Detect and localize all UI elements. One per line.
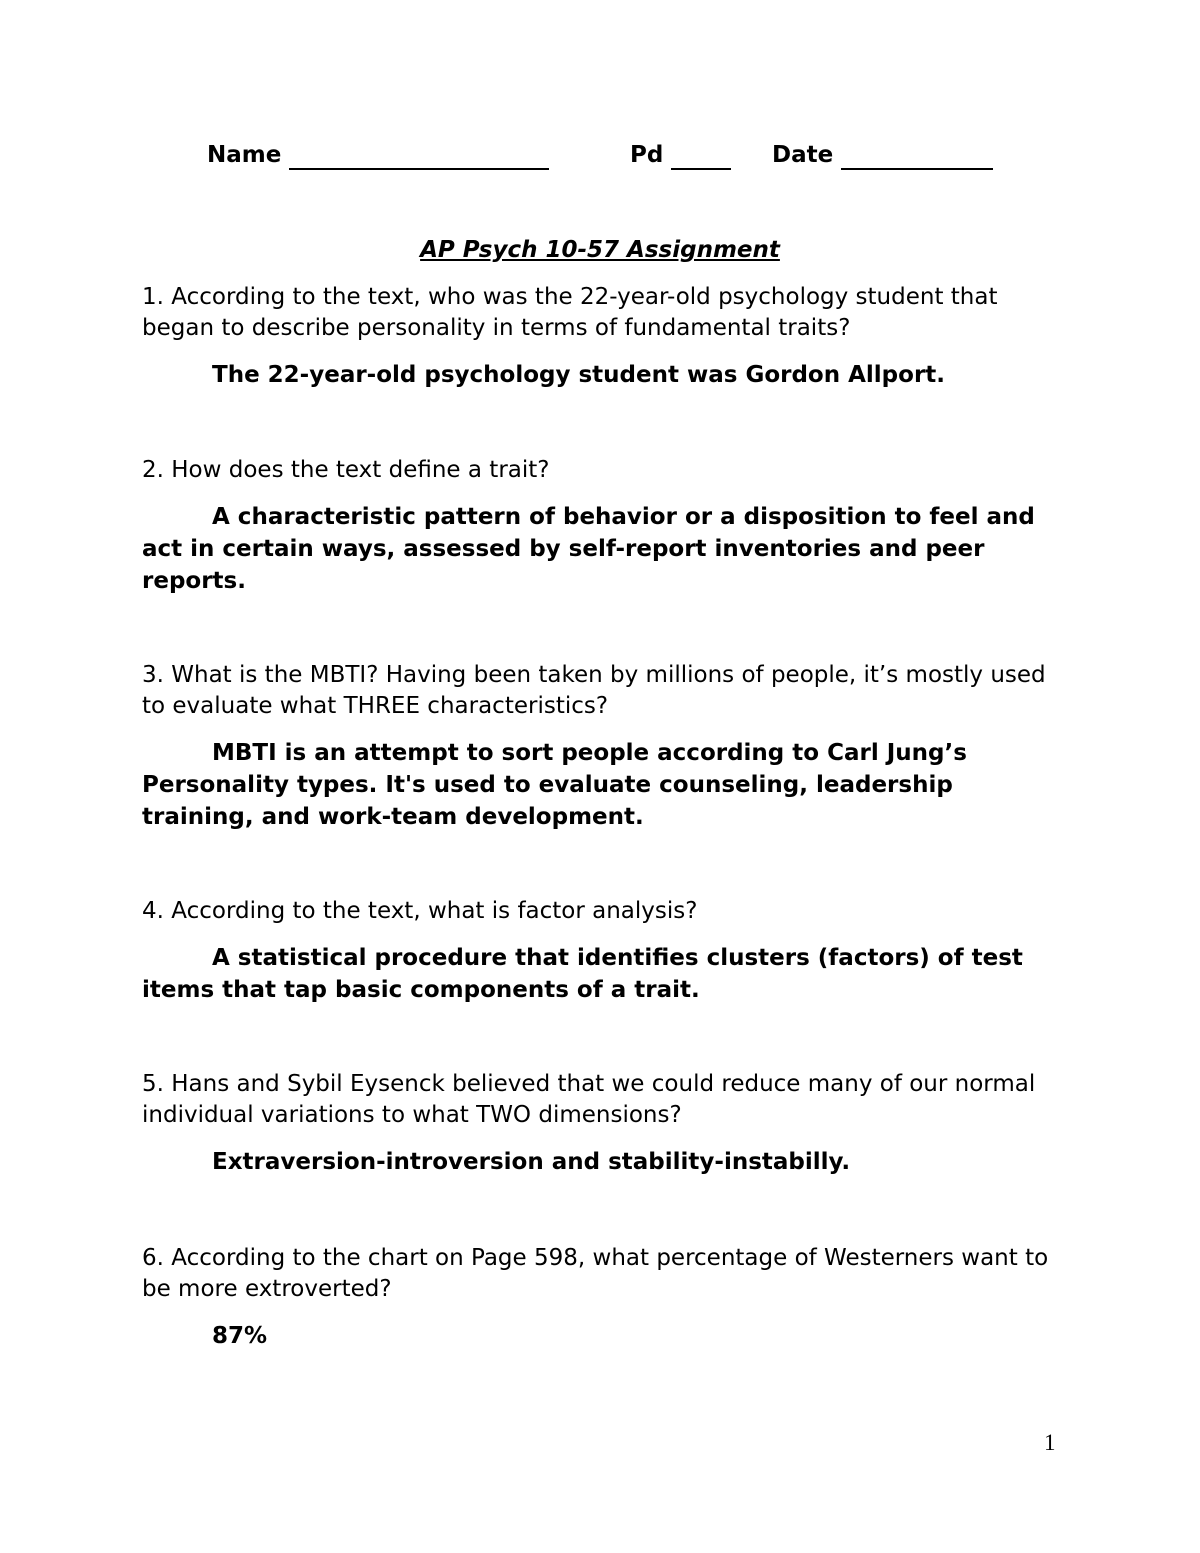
answer-6: 87% [212,1323,268,1349]
assignment-title: AP Psych 10-57 Assignment [420,237,780,263]
question-block-1 [142,282,1072,391]
question-2: 2. How does the text define a trait? [142,457,550,483]
period-label: Pd [630,142,664,168]
page-number: 1 [1044,1430,1056,1455]
period-field [630,140,731,170]
question-block-3 [142,660,1072,833]
answer-3: MBTI is an attempt to sort people according to Carl Jung’s Personality types. It's used to evaluate counseling, leadership training, and work-team development. [142,740,967,830]
question-block-6 [142,1243,1072,1352]
question-6: 6. According to the chart on Page 598, what percentage of Westerners want to be more extroverted? [142,1245,1049,1302]
question-4: 4. According to the text, what is factor analysis? [142,898,698,924]
name-field [207,140,549,170]
question-3: 3. What is the MBTI? Having been taken by millions of people, it’s mostly used to evaluate what THREE characteristics? [142,662,1046,719]
date-blank-line[interactable] [841,144,993,170]
question-1: 1. According to the text, who was the 22-year-old psychology student that began to describe personality in terms of fundamental traits? [142,284,998,341]
question-block-5 [142,1069,1072,1178]
period-blank-line[interactable] [671,144,731,170]
answer-2: A characteristic pattern of behavior or a disposition to feel and act in certain ways, assessed by self-report inventories and peer reports. [142,504,1035,594]
student-info-header [0,140,1200,172]
question-5: 5. Hans and Sybil Eysenck believed that we could reduce many of our normal individual variations to what TWO dimensions? [142,1071,1036,1128]
date-label: Date [772,142,834,168]
answer-4: A statistical procedure that identifies clusters (factors) of test items that tap basic components of a trait. [142,945,1023,1003]
answer-5: Extraversion-introversion and stability-instabilly. [212,1149,851,1175]
question-block-4 [142,896,1072,1006]
answer-1: The 22-year-old psychology student was Gordon Allport. [212,362,946,388]
date-field [772,140,993,170]
question-block-2 [142,455,1072,597]
name-blank-line[interactable] [289,144,549,170]
name-label: Name [207,142,282,168]
